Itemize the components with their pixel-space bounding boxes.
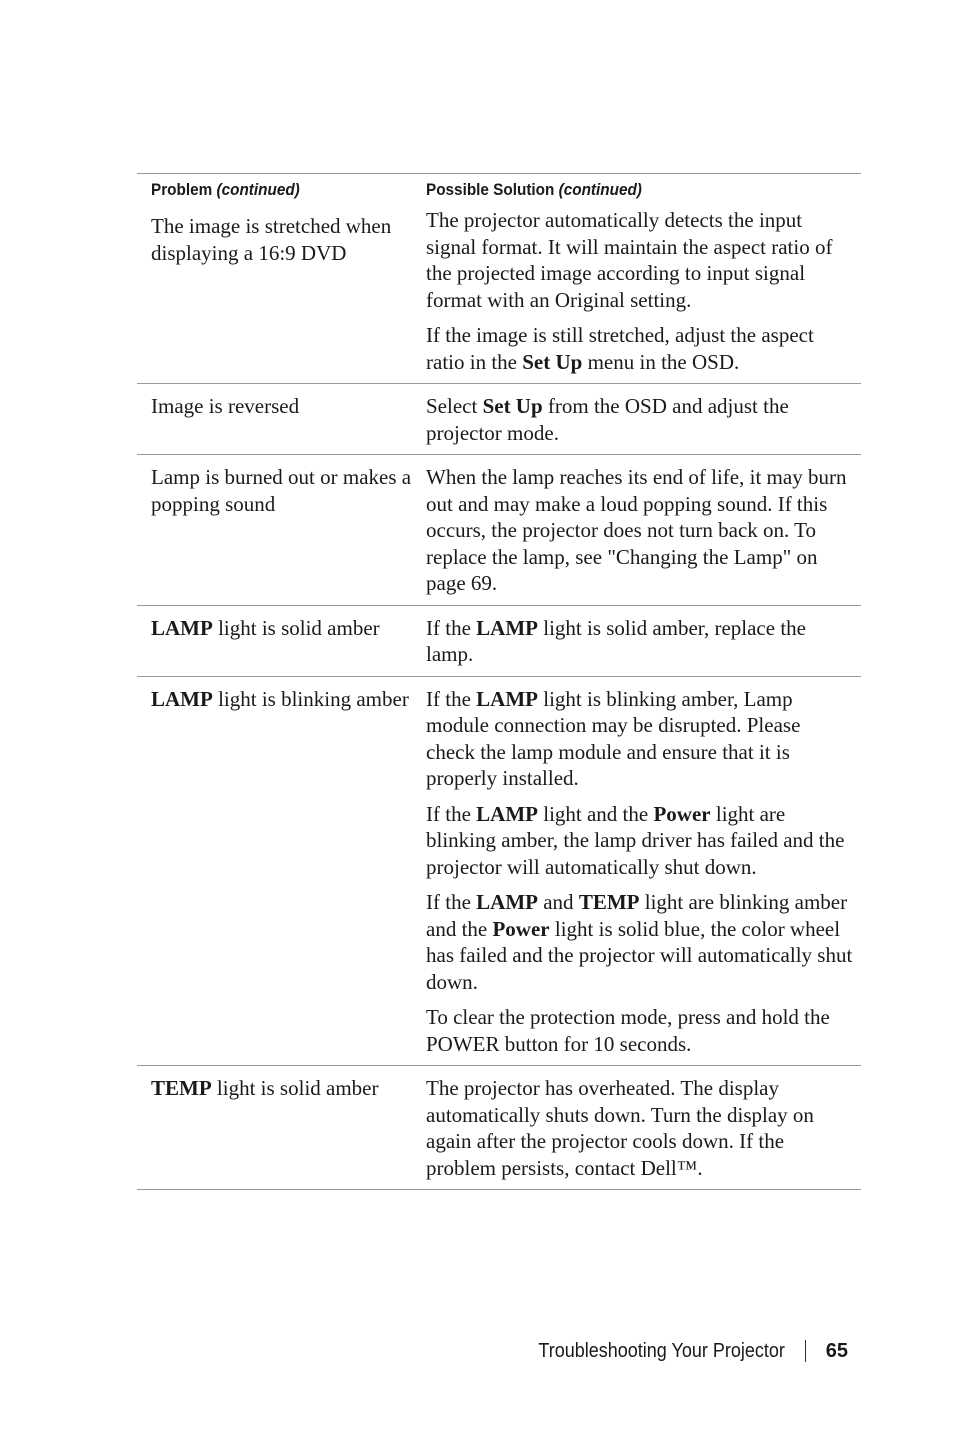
troubleshooting-table (137, 173, 861, 1190)
table-row (137, 204, 861, 384)
problem-cell (137, 1066, 426, 1189)
text-run: light is blinking amber (212, 686, 409, 711)
solution-paragraph (426, 1003, 853, 1065)
text-run: LAMP (151, 686, 213, 711)
solution-cell (426, 606, 861, 676)
solution-paragraph (426, 888, 853, 1003)
table-row (137, 455, 861, 606)
solution-paragraph (426, 321, 853, 383)
text-run: Select (426, 394, 483, 418)
solution-paragraph (426, 204, 853, 321)
header-solution-continued: (continued) (558, 180, 642, 199)
header-problem-continued: (continued) (216, 180, 300, 199)
solution-cell (426, 1066, 861, 1189)
text-run: light are blinking amber, the lamp driver has failed and the projector will automatically shut down. (426, 801, 845, 879)
problem-text (151, 677, 426, 721)
text-run: light is blinking amber, Lamp module connection may be disrupted. Please check the lamp module and ensure that it is properly installed. (426, 686, 801, 790)
text-run: Set Up (482, 394, 543, 418)
text-run: Image is reversed (151, 394, 300, 418)
text-run: light is solid blue, the color wheel has failed and the projector will automatically shut down. (426, 916, 853, 994)
problem-text (151, 384, 426, 428)
problem-text (151, 1066, 426, 1110)
text-run: If the (426, 615, 477, 640)
problem-text (151, 204, 426, 274)
text-run: TEMP (151, 1076, 212, 1100)
text-run: If the image is still stretched, adjust the aspect ratio in the (426, 323, 814, 374)
header-problem-label: Problem (151, 180, 213, 199)
solution-cell (426, 384, 861, 454)
problem-cell (137, 384, 426, 454)
table-row (137, 384, 861, 455)
text-run: The projector has overheated. The display automatically shuts down. Turn the display on again after the projector cools down. If the problem persists, contact Dell™. (426, 1076, 814, 1180)
problem-text (151, 606, 426, 650)
text-run: The image is stretched when displaying a 16:9 DVD (151, 214, 392, 265)
problem-cell (137, 455, 426, 605)
text-run: TEMP (578, 890, 640, 914)
header-solution-cell (426, 174, 861, 204)
solution-cell (426, 204, 861, 383)
solution-cell (426, 677, 861, 1066)
text-run: Power (492, 916, 550, 941)
problem-cell (137, 677, 426, 1066)
text-run: To clear the protection mode, press and hold the POWER button for 10 seconds. (426, 1005, 830, 1056)
text-run: Lamp is burned out or makes a popping sound (151, 465, 412, 516)
header-problem-cell (137, 174, 426, 204)
problem-text (151, 455, 426, 525)
text-run: Power (653, 801, 711, 826)
solution-paragraph (426, 384, 853, 454)
problem-cell (137, 204, 426, 383)
header-solution-label: Possible Solution (426, 180, 555, 199)
text-run: If the (426, 890, 477, 914)
solution-cell (426, 455, 861, 605)
text-run: LAMP (476, 801, 538, 826)
table-body (137, 204, 861, 1190)
text-run: Set Up (522, 349, 583, 374)
solution-paragraph (426, 455, 853, 605)
text-run: If the (426, 686, 477, 711)
page-number: 65 (825, 1339, 848, 1362)
text-run: menu in the OSD. (582, 349, 740, 374)
problem-cell (137, 606, 426, 676)
text-run: light is solid amber, replace the lamp. (426, 615, 806, 666)
solution-paragraph (426, 677, 853, 800)
text-run: from the OSD and adjust the projector mode. (426, 394, 789, 445)
text-run: light and the (537, 801, 654, 826)
table-row (137, 677, 861, 1067)
page-footer (511, 1337, 848, 1365)
table-row (137, 1066, 861, 1190)
footer-separator (805, 1340, 806, 1362)
solution-paragraph (426, 800, 853, 889)
text-run: LAMP (476, 686, 538, 711)
text-run: LAMP (476, 615, 538, 640)
text-run: light is solid amber (211, 1076, 379, 1100)
text-run: If the (426, 801, 477, 826)
text-run: light are blinking amber and the (426, 890, 848, 941)
text-run: and (537, 890, 579, 914)
table-row (137, 606, 861, 677)
text-run: light is solid amber (212, 615, 380, 640)
text-run: The projector automatically detects the input signal format. It will maintain the aspect ratio of the projected image according to input signal format with an Original setting. (426, 208, 833, 312)
footer-section-title: Troubleshooting Your Projector (538, 1339, 785, 1362)
text-run: When the lamp reaches its end of life, it may burn out and may make a loud popping sound. If this occurs, the projector does not turn back on. To replace the lamp, see "Changing the Lamp" on page 69. (426, 465, 847, 595)
text-run: LAMP (151, 615, 213, 640)
text-run: LAMP (476, 890, 538, 914)
solution-paragraph (426, 606, 853, 676)
table-header-row (137, 174, 861, 204)
solution-paragraph (426, 1066, 853, 1189)
